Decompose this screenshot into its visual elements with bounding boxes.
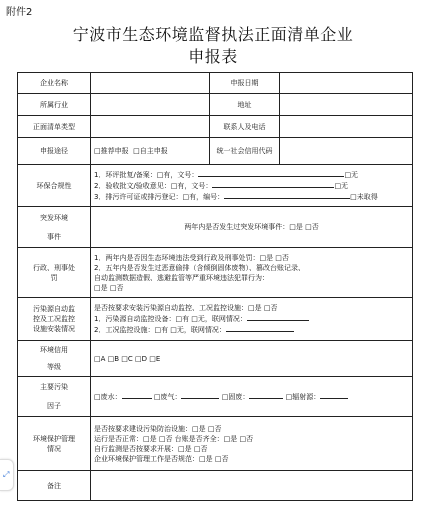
remarks-label: 备注	[18, 471, 91, 501]
management-line-2[interactable]: 运行是否正常：□是 □否 台账是否齐全：□是 □否	[94, 434, 254, 443]
monitoring-facility-network-field[interactable]	[226, 324, 294, 332]
contact-field[interactable]	[280, 116, 413, 138]
env-management-label	[18, 417, 91, 471]
env-management-content	[91, 417, 413, 471]
emergency-question[interactable]: 两年内是否发生过突发环境事件：□是 □否	[91, 207, 413, 248]
monitoring-content	[91, 298, 413, 341]
credit-rating-label-line-1: 环境信用	[40, 346, 68, 354]
row-monitoring	[18, 298, 413, 341]
list-type-field[interactable]	[91, 116, 210, 138]
row-credit-rating	[18, 341, 413, 377]
self-declare-checkbox[interactable]: □自主申报	[133, 147, 168, 155]
contact-label: 联系人及电话	[210, 116, 280, 138]
row-remarks	[18, 471, 413, 501]
declare-channel-label: 申报途径	[18, 138, 91, 165]
row-penalty	[18, 248, 413, 298]
pollutant-radiation-checkbox[interactable]: □辐射源：	[285, 393, 321, 401]
penalty-line-2: 2．五年内是否发生过恶意偷排（含倾倒固体废物）、篡改台账记录、	[94, 263, 305, 272]
company-name-field[interactable]	[91, 73, 210, 94]
declare-date-field[interactable]	[280, 73, 413, 94]
credit-rating-label-line-2: 等级	[47, 363, 61, 371]
monitoring-label-line-3: 设施安装情况	[33, 325, 75, 333]
form-title: 宁波市生态环境监督执法正面清单企业	[72, 25, 354, 44]
row-declare-channel	[18, 138, 413, 165]
expand-arrows-icon: ⤢	[3, 470, 10, 479]
row-env-management	[18, 417, 413, 471]
company-name-label: 企业名称	[18, 73, 91, 94]
monitoring-label	[18, 298, 91, 341]
list-type-label: 正面清单类型	[18, 116, 91, 138]
industry-label: 所属行业	[18, 94, 91, 116]
env-management-label-line-2: 情况	[47, 444, 61, 453]
env-compliance-label: 环保合规性	[18, 165, 91, 207]
management-line-1[interactable]: 是否按要求建设污染防治设施：□是 □否	[94, 424, 222, 433]
compliance-line-2	[94, 180, 409, 191]
pollutant-water-checkbox[interactable]: □废水：	[94, 393, 122, 401]
pollutant-gas-checkbox[interactable]: □废气：	[153, 393, 182, 401]
credit-rating-label	[18, 341, 91, 377]
compliance-eia-number-field[interactable]	[198, 169, 344, 177]
pollutants-label	[18, 377, 91, 417]
declare-date-label: 申报日期	[210, 73, 280, 94]
emergency-label	[18, 207, 91, 248]
env-compliance-content	[91, 165, 413, 207]
management-line-4[interactable]: 企业环境保护管理工作是否规范：□是 □否	[94, 454, 229, 463]
pollutants-content	[91, 377, 413, 417]
remarks-field[interactable]	[91, 471, 413, 501]
penalty-content	[91, 248, 413, 298]
row-industry	[18, 94, 413, 116]
compliance-acceptance-number-field[interactable]	[212, 180, 334, 188]
compliance-line-1	[94, 169, 409, 180]
penalty-label	[18, 248, 91, 298]
credit-code-field[interactable]	[280, 138, 413, 165]
compliance-acceptance-text: 2．验收批文/验收意见：□有，文号：	[94, 182, 213, 190]
pollutant-radiation-field[interactable]	[320, 391, 348, 399]
penalty-line-1[interactable]: 1．两年内是否因生态环境违法受到行政及刑事处罚：□是 □否	[94, 253, 289, 262]
row-company-name	[18, 73, 413, 94]
address-label: 地址	[210, 94, 280, 116]
monitoring-line-2	[94, 324, 409, 335]
monitoring-label-line-1: 污染源自动监	[33, 305, 75, 313]
pollutants-label-line-2: 因子	[47, 402, 61, 410]
penalty-line-4[interactable]: □是 □否	[94, 283, 124, 292]
declaration-form-table	[17, 72, 413, 501]
pollutant-solid-field[interactable]	[249, 391, 283, 399]
monitoring-device-text[interactable]: 1．污染源自动监控设备：□有 □无，联网情况：	[94, 315, 247, 323]
industry-field[interactable]	[91, 94, 210, 116]
pollutants-label-line-1: 主要污染	[40, 383, 68, 391]
row-list-type	[18, 116, 413, 138]
penalty-label-line-2: 罚	[50, 273, 58, 282]
compliance-permit-pending-checkbox[interactable]: □未取得	[350, 193, 378, 201]
management-line-3[interactable]: 自行监测是否按要求开展：□是 □否	[94, 444, 208, 453]
monitoring-facility-text[interactable]: 2．工况监控设施：□有 □无，联网情况：	[94, 326, 226, 334]
penalty-line-3: 自动监测数据造假、逃避监管等严重环境违法犯罪行为：	[94, 273, 269, 282]
monitoring-device-network-field[interactable]	[247, 313, 309, 321]
compliance-eia-none-checkbox[interactable]: □无	[344, 171, 359, 179]
row-env-compliance	[18, 165, 413, 207]
row-emergency	[18, 207, 413, 248]
compliance-acceptance-none-checkbox[interactable]: □无	[334, 182, 349, 190]
penalty-label-line-1: 行政、刑事处	[33, 263, 75, 272]
env-management-label-line-1: 环境保护管理	[33, 434, 75, 443]
monitoring-label-line-2: 控及工况监控	[33, 315, 75, 323]
monitoring-line-1	[94, 313, 409, 324]
credit-code-label: 统一社会信用代码	[210, 138, 280, 165]
emergency-label-line-1: 突发环境	[40, 213, 68, 222]
compliance-permit-text: 3．排污许可证或排污登记：□有，编号：	[94, 193, 225, 201]
recommend-checkbox[interactable]: □推荐申报	[94, 147, 129, 155]
row-pollutants	[18, 377, 413, 417]
form-subtitle: 申报表	[188, 47, 238, 66]
emergency-label-line-2: 事件	[47, 232, 61, 241]
declare-channel-options	[91, 138, 210, 165]
monitoring-question[interactable]: 是否按要求安装污染源自动监控、工况监控设施：□是 □否	[94, 304, 278, 312]
pollutant-gas-field[interactable]	[181, 391, 219, 399]
credit-rating-options[interactable]: □A □B □C □D □E	[91, 341, 413, 377]
side-expand-button[interactable]	[0, 459, 14, 491]
compliance-permit-number-field[interactable]	[224, 191, 350, 199]
compliance-line-3	[94, 191, 409, 202]
compliance-eia-text: 1．环评批复/备案：□有，文号：	[94, 171, 199, 179]
address-field[interactable]	[280, 94, 413, 116]
pollutant-water-field[interactable]	[122, 391, 152, 399]
pollutant-solid-checkbox[interactable]: □固废：	[221, 393, 250, 401]
attachment-label: 附件2	[6, 7, 33, 18]
